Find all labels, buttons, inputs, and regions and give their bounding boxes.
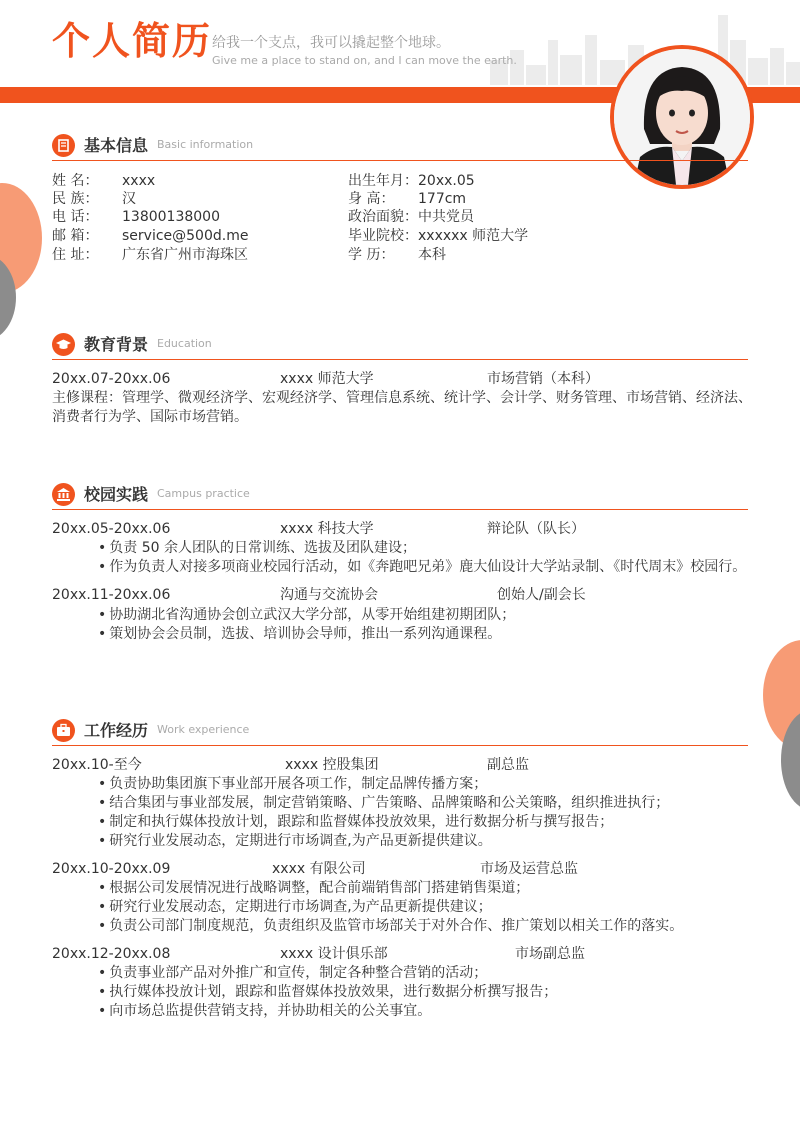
edu-courses-line2: 消费者行为学、国际市场营销。 bbox=[52, 409, 248, 425]
id-card-icon bbox=[52, 134, 75, 157]
work-item-date: 20xx.10-至今 bbox=[52, 757, 142, 773]
section-title: 校园实践 bbox=[84, 485, 149, 504]
section-subtitle: Campus practice bbox=[157, 487, 250, 500]
info-height: 身 高： 177cm bbox=[348, 191, 467, 207]
building-icon bbox=[52, 483, 75, 506]
edu-date: 20xx.07-20xx.06 bbox=[52, 371, 171, 387]
list-item: • 负责事业部产品对外推广和宣传，制定各种整合营销的活动； bbox=[98, 964, 487, 982]
info-ethnicity: 民 族： 汉 bbox=[52, 191, 136, 207]
campus-item-org: 沟通与交流协会 bbox=[280, 587, 378, 603]
info-address: 住 址： 广东省广州市海珠区 bbox=[52, 247, 248, 263]
list-item: • 结合集团与事业部发展，制定营销策略、广告策略、品牌策略和公关策略，组织推进执行； bbox=[98, 794, 669, 812]
list-item: • 向市场总监提供营销支持，并协助相关的公关事宜。 bbox=[98, 1002, 431, 1020]
work-item-role: 市场副总监 bbox=[515, 946, 585, 962]
section-title: 基本信息 bbox=[84, 136, 149, 155]
resume-title: 个人简历 bbox=[52, 19, 213, 63]
work-item-org: xxxx 设计俱乐部 bbox=[280, 946, 388, 962]
work-item-org: xxxx 有限公司 bbox=[272, 861, 366, 877]
work-item-org: xxxx 控股集团 bbox=[285, 757, 379, 773]
work-item-date: 20xx.10-20xx.09 bbox=[52, 861, 171, 877]
list-item: • 执行媒体投放计划，跟踪和监督媒体投放效果，进行数据分析撰写报告； bbox=[98, 983, 557, 1001]
edu-school: xxxx 师范大学 bbox=[280, 371, 374, 387]
info-phone: 电 话： 13800138000 bbox=[52, 209, 220, 225]
portrait-illustration bbox=[614, 49, 750, 185]
list-item: • 负责 50 余人团队的日常训练、选拔及团队建设； bbox=[98, 539, 416, 557]
section-title: 教育背景 bbox=[84, 335, 149, 354]
campus-item-date: 20xx.11-20xx.06 bbox=[52, 587, 171, 603]
list-item: • 制定和执行媒体投放计划，跟踪和监督媒体投放效果，进行数据分析与撰写报告； bbox=[98, 813, 613, 831]
info-email: 邮 箱： service@500d.me bbox=[52, 228, 249, 244]
campus-item-org: xxxx 科技大学 bbox=[280, 521, 374, 537]
section-work-experience bbox=[52, 717, 748, 746]
list-item: • 策划协会会员制，选拔、培训协会导师，推出一系列沟通课程。 bbox=[98, 625, 501, 643]
list-item: • 研究行业发展动态，定期进行市场调查,为产品更新提供建议； bbox=[98, 898, 492, 916]
graduation-cap-icon bbox=[52, 333, 75, 356]
edu-courses-line1: 主修课程：管理学、微观经济学、宏观经济学、管理信息系统、统计学、会计学、财务管理、市场营销、经济法、 bbox=[52, 390, 752, 406]
section-subtitle: Basic information bbox=[157, 138, 254, 151]
info-name: 姓 名： xxxx bbox=[52, 173, 156, 189]
edu-major: 市场营销（本科） bbox=[487, 371, 599, 387]
section-title: 工作经历 bbox=[84, 721, 149, 740]
work-item-role: 市场及运营总监 bbox=[480, 861, 578, 877]
info-political: 政治面貌：中共党员 bbox=[348, 209, 474, 225]
section-campus-practice bbox=[52, 481, 748, 510]
briefcase-icon bbox=[52, 719, 75, 742]
info-school: 毕业院校：xxxxxx 师范大学 bbox=[348, 228, 529, 244]
info-degree: 学 历： 本科 bbox=[348, 247, 446, 263]
section-education bbox=[52, 331, 748, 360]
list-item: • 研究行业发展动态，定期进行市场调查,为产品更新提供建议。 bbox=[98, 832, 492, 850]
campus-item-role: 辩论队（队长） bbox=[487, 521, 585, 537]
slogan-chinese: 给我一个支点，我可以撬起整个地球。 bbox=[212, 35, 450, 51]
section-subtitle: Education bbox=[157, 337, 212, 350]
list-item: • 协助湖北省沟通协会创立武汉大学分部，从零开始组建初期团队； bbox=[98, 606, 515, 624]
section-subtitle: Work experience bbox=[157, 723, 250, 736]
list-item: • 负责公司部门制度规范，负责组织及监管市场部关于对外合作、推广策划以相关工作的落实。 bbox=[98, 917, 683, 935]
info-birth: 出生年月：20xx.05 bbox=[348, 173, 475, 189]
list-item: • 负责协助集团旗下事业部开展各项工作，制定品牌传播方案； bbox=[98, 775, 487, 793]
work-item-role: 副总监 bbox=[487, 757, 529, 773]
section-basic-info bbox=[52, 132, 748, 161]
profile-photo bbox=[610, 45, 754, 189]
list-item: • 根据公司发展情况进行战略调整，配合前端销售部门搭建销售渠道； bbox=[98, 879, 529, 897]
list-item: • 作为负责人对接多项商业校园行活动，如《奔跑吧兄弟》鹿大仙设计大学站录制、《时代周末》校园行。 bbox=[98, 558, 746, 576]
campus-item-date: 20xx.05-20xx.06 bbox=[52, 521, 171, 537]
work-item-date: 20xx.12-20xx.08 bbox=[52, 946, 171, 962]
slogan-english: Give me a place to stand on, and I can move the earth. bbox=[212, 54, 517, 67]
campus-item-role: 创始人/副会长 bbox=[497, 587, 586, 603]
